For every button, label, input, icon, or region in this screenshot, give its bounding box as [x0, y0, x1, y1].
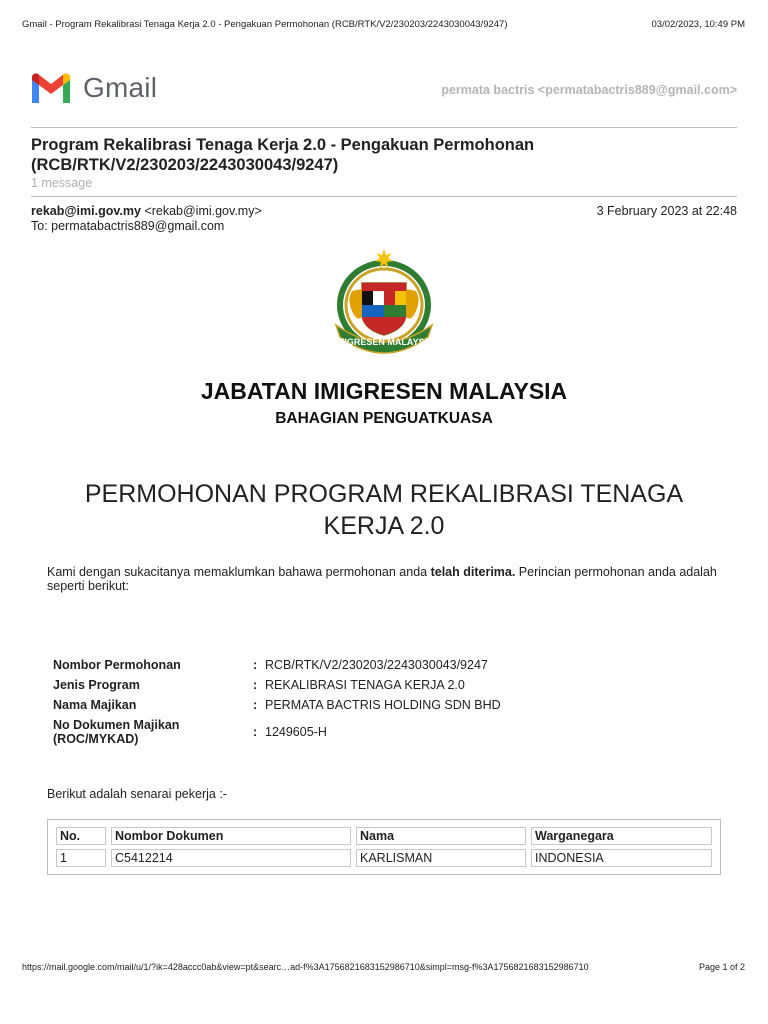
email-subject [31, 135, 711, 175]
detail-colon: : [253, 678, 258, 692]
detail-label: Nama Majikan [53, 698, 137, 712]
document-title [44, 478, 724, 542]
detail-label: Nombor Permohonan [53, 658, 181, 672]
detail-label: Jenis Program [53, 678, 140, 692]
detail-value: PERMATA BACTRIS HOLDING SDN BHD [265, 698, 501, 712]
intro-paragraph [47, 565, 727, 593]
cell-no: 1 [56, 849, 106, 867]
message-count: 1 message [31, 176, 93, 190]
title-line-2: KERJA 2.0 [323, 512, 445, 540]
gmail-brand-text: Gmail [83, 72, 158, 103]
worker-list-label: Berikut adalah senarai pekerja :- [47, 787, 227, 801]
worker-table [47, 819, 721, 875]
divider [31, 127, 737, 128]
detail-label-line-1: No Dokumen Majikan [53, 718, 180, 732]
column-header-no: No. [56, 827, 106, 845]
detail-label [53, 718, 253, 746]
detail-value: REKALIBRASI TENAGA KERJA 2.0 [265, 678, 465, 692]
immigration-crest-logo [328, 247, 440, 359]
application-details [53, 658, 501, 752]
recipient: To: permatabactris889@gmail.com [31, 219, 225, 233]
detail-row [53, 698, 501, 712]
detail-colon: : [253, 658, 258, 672]
detail-row [53, 718, 501, 746]
column-header-nationality: Warganegara [531, 827, 712, 845]
subject-line-1: Program Rekalibrasi Tenaga Kerja 2.0 - Pengakuan Permohonan [31, 136, 535, 154]
column-header-document: Nombor Dokumen [111, 827, 351, 845]
detail-colon: : [253, 725, 258, 739]
detail-value: RCB/RTK/V2/230203/2243030043/9247 [265, 658, 488, 672]
sender [31, 204, 262, 218]
print-header-title: Gmail - Program Rekalibrasi Tenaga Kerja 2.0 - Pengakuan Permohonan (RCB/RTK/V2/230203/2243030043/9247) [22, 19, 508, 30]
account-identity: permata bactris <permatabactris889@gmail.com> [441, 83, 737, 97]
detail-value: 1249605-H [265, 725, 327, 739]
subject-line-2: (RCB/RTK/V2/230203/2243030043/9247) [31, 156, 339, 174]
cell-nationality: INDONESIA [531, 849, 712, 867]
detail-label-line-2: (ROC/MYKAD) [53, 732, 139, 746]
gmail-m-icon [30, 72, 72, 104]
intro-bold: telah diterima. [430, 565, 516, 579]
divider [31, 196, 737, 197]
cell-document: C5412214 [111, 849, 351, 867]
detail-row [53, 678, 501, 692]
column-header-name: Nama [356, 827, 526, 845]
sender-name[interactable]: rekab@imi.gov.my [31, 204, 141, 218]
title-line-1: PERMOHONAN PROGRAM REKALIBRASI TENAGA [84, 480, 684, 508]
sender-address: <rekab@imi.gov.my> [144, 204, 262, 218]
print-footer-page: Page 1 of 2 [698, 962, 745, 972]
gmail-logo[interactable] [30, 72, 157, 104]
table-row [56, 849, 712, 867]
table-header-row [56, 827, 712, 845]
detail-row [53, 658, 501, 672]
crest-banner-text: IMIGRESEN MALAYSIA [334, 337, 434, 347]
print-header-datetime: 03/02/2023, 10:49 PM [651, 19, 745, 30]
cell-name: KARLISMAN [356, 849, 526, 867]
intro-text-end: Perincian permohonan anda adalah seperti berikut: [47, 565, 717, 593]
department-title: JABATAN IMIGRESEN MALAYSIA [200, 378, 568, 404]
department-subtitle: BAHAGIAN PENGUATKUASA [275, 410, 493, 427]
print-footer-url: https://mail.google.com/mail/u/1/?ik=428accc0ab&view=pt&searc…ad-f%3A1756821683152986710&simpl=msg-f%3A1756821683152986710 [22, 962, 589, 972]
email-date: 3 February 2023 at 22:48 [596, 204, 737, 218]
intro-text: Kami dengan sukacitanya memaklumkan bahawa permohonan anda [47, 565, 431, 579]
detail-colon: : [253, 698, 258, 712]
